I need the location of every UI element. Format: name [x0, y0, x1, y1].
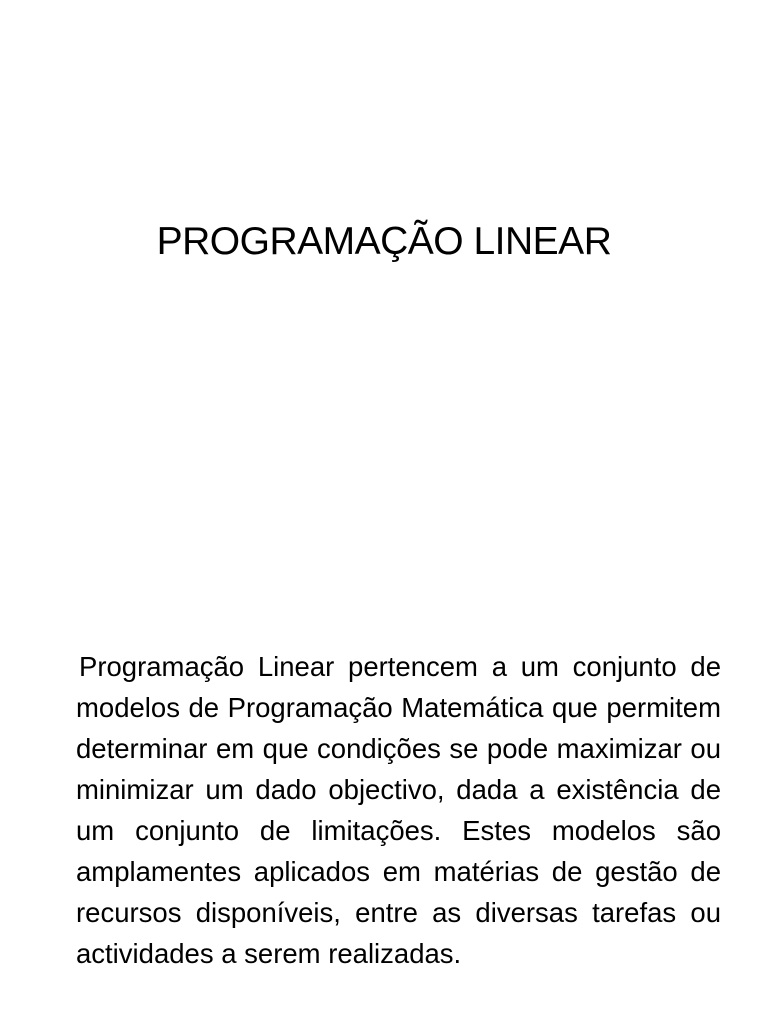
page-title: PROGRAMAÇÃO LINEAR — [156, 220, 612, 263]
body-paragraph: Programação Linear pertencem a um conjunto de modelos de Programação Matemática que permitem determinar em que condições se pode maximizar ou minimizar um dado objectivo, dada a existência de um conjunto de limitações. Estes modelos são amplamentes aplicados em matérias de gestão de recursos disponíveis, entre as diversas tarefas ou actividades a serem realizadas. — [76, 651, 721, 969]
